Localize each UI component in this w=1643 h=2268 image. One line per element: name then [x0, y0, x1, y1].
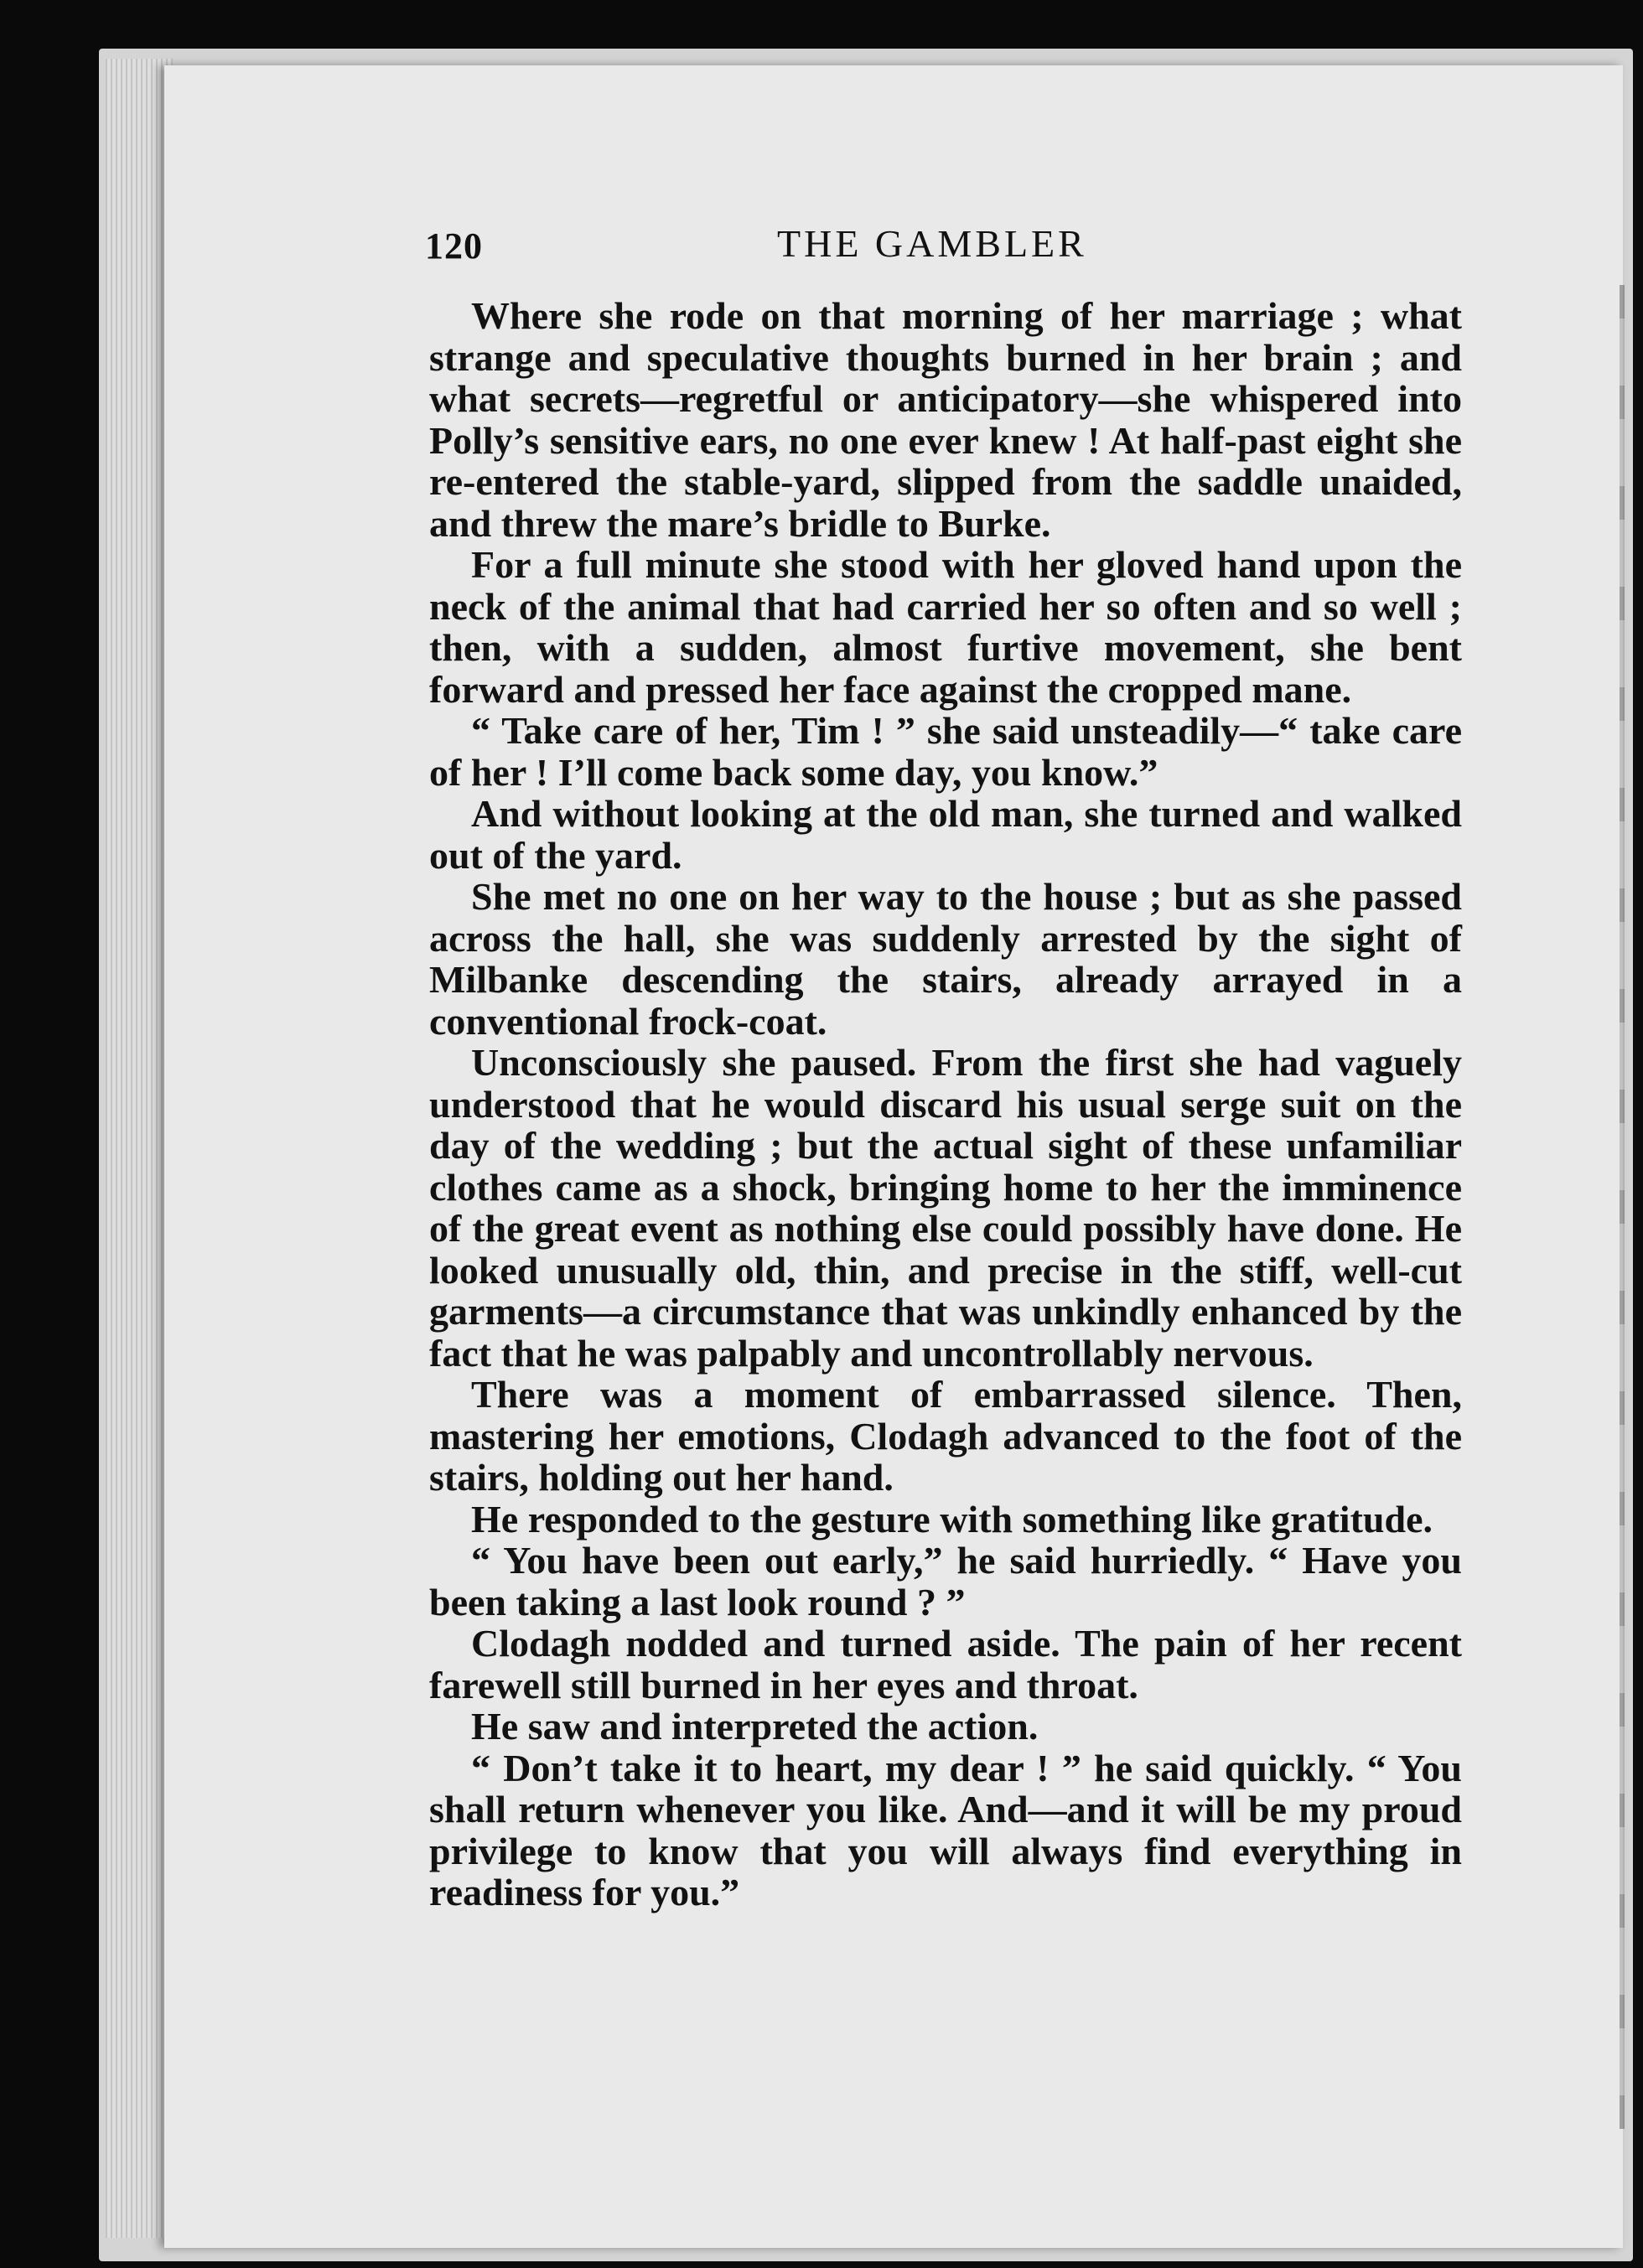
paragraph: “ Take care of her, Tim ! ” she said unsteadily—“ take care of her ! I’ll come back some day, you know.”: [429, 709, 1462, 794]
paragraph: There was a moment of embarrassed silence. Then, mastering her emotions, Clodagh advanced to the foot of the stairs, holding out her hand.: [429, 1373, 1462, 1499]
paragraph: “ You have been out early,” he said hurriedly. “ Have you been taking a last look round ? ”: [429, 1539, 1462, 1623]
page-number: 120: [425, 225, 483, 267]
body-text: [429, 295, 1462, 1913]
paragraph: Where she rode on that morning of her marriage ; what strange and speculative thoughts burned in her brain ; and what secrets—regretful or anticipatory—she whispered into Polly’s sensitive ears, no one ever knew ! At half-past eight she re-entered the stable-yard, slipped from the saddle unaided, and threw the mare’s bridle to Burke.: [429, 294, 1462, 545]
book-title: THE GAMBLER: [777, 222, 1087, 265]
paragraph: “ Don’t take it to heart, my dear ! ” he said quickly. “ You shall return whenever you like. And—and it will be my proud privilege to know that you will always find everything in readiness for you.”: [429, 1746, 1462, 1913]
paragraph: Clodagh nodded and turned aside. The pain of her recent farewell still burned in her eyes and throat.: [429, 1622, 1462, 1706]
paragraph: Unconsciously she paused. From the first she had vaguely understood that he would discard his usual serge suit on the day of the wedding ; but the actual sight of these unfamiliar clothes came as a shock, bringing home to her the imminence of the great event as nothing else could possibly have done. He looked unusually old, thin, and precise in the stiff, well-cut garments—a circumstance that was unkindly enhanced by the fact that he was palpably and uncontrollably nervous.: [429, 1041, 1462, 1375]
paragraph: She met no one on her way to the house ; but as she passed across the hall, she was suddenly arrested by the sight of Milbanke descending the stairs, already arrayed in a conventional frock-coat.: [429, 875, 1462, 1043]
paragraph: He responded to the gesture with something like gratitude.: [471, 1497, 1433, 1540]
page-edges: [106, 59, 173, 2238]
paragraph: He saw and interpreted the action.: [471, 1705, 1039, 1748]
paragraph: For a full minute she stood with her gloved hand upon the neck of the animal that had carried her so often and so well ; then, with a sudden, almost furtive movement, she bent forward and pressed her face against the cropped mane.: [429, 543, 1462, 711]
running-head: [425, 222, 1453, 275]
page-right-edge: [1620, 285, 1625, 2129]
paragraph: And without looking at the old man, she turned and walked out of the yard.: [429, 792, 1462, 877]
